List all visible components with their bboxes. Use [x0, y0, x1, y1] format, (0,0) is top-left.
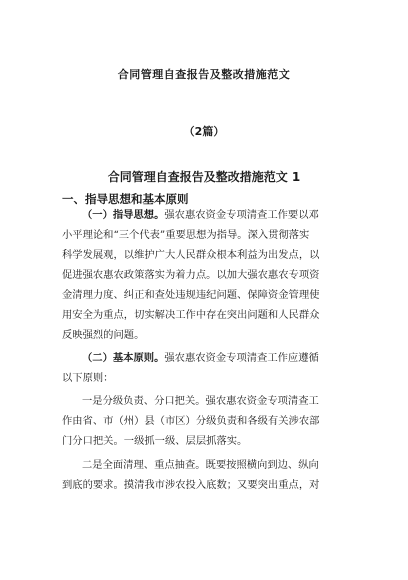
paragraph-1-line: 反映强烈的问题。 [62, 329, 145, 341]
paragraph-1-lead: （一）指导思想。 [82, 209, 165, 221]
paragraph-1-line: 小平理论和“三个代表”重要思想为指导。深入贯彻落实 [62, 229, 310, 241]
paragraph-3-line: 作由省、市（州）县（市区）分级负责和各级有关涉农部 [62, 415, 320, 427]
document-title: 合同管理自查报告及整改措施范文 [117, 68, 291, 81]
paragraph-1-line: 科学发展观，以维护广大人民群众根本利益为出发点，以 [62, 249, 320, 261]
paragraph-2-line: 以下原则： [62, 372, 114, 384]
paragraph-3-line: 门分口把关。一级抓一级、层层抓落实。 [62, 435, 248, 447]
paragraph-2-line [82, 351, 319, 365]
paragraph-1-line: 金清理力度、纠正和查处违规违纪问题、保障资金管理使 [62, 289, 320, 301]
paragraph-3-line: 一是分级负责、分口把关。强农惠农资金专项清查工 [82, 395, 319, 407]
section-title: 合同管理自查报告及整改措施范文 1 [107, 170, 301, 184]
article-count-label: （2篇） [183, 125, 225, 138]
paragraph-1-text: 强农惠农资金专项清查工作要以邓 [164, 209, 319, 221]
paragraph-4-line: 二是全面清理、重点抽查。既要按照横向到边、纵向 [82, 459, 319, 471]
paragraph-1-line [82, 208, 319, 222]
paragraph-1-line: 用安全为重点，切实解决工作中存在突出问题和人民群众 [62, 309, 320, 321]
heading-guiding-principles: 一、指导思想和基本原则 [62, 192, 189, 206]
paragraph-2-text: 强农惠农资金专项清查工作应遵循 [164, 352, 319, 364]
paragraph-4-line: 到底的要求。摸清我市涉农投入底数；又要突出重点，对 [62, 479, 320, 491]
paragraph-1-line: 促进强农惠农政策落实为着力点。以加大强农惠农专项资 [62, 269, 320, 281]
paragraph-2-lead: （二）基本原则。 [82, 352, 165, 364]
